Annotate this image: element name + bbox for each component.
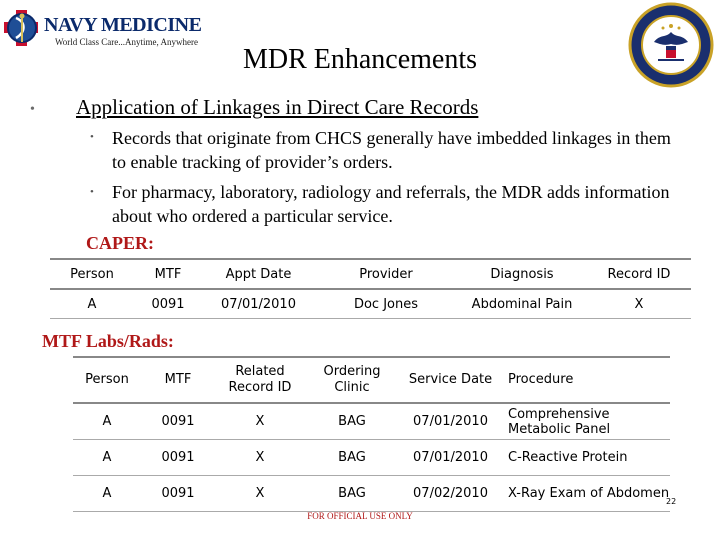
column-header: Person <box>73 357 141 403</box>
table-row <box>73 403 670 440</box>
table-cell: BAG <box>305 403 399 440</box>
table-cell: X-Ray Exam of Abdomen <box>502 476 670 512</box>
column-header: MTF <box>141 357 215 403</box>
logo-subtitle: World Class Care...Anytime, Anywhere <box>55 37 198 47</box>
column-header: Procedure <box>502 357 670 403</box>
table-cell: BAG <box>305 440 399 476</box>
table-row <box>73 476 670 512</box>
table-cell: C-Reactive Protein <box>502 440 670 476</box>
table-row <box>73 440 670 476</box>
table-cell: Doc Jones <box>315 289 457 319</box>
column-header: Ordering Clinic <box>305 357 399 403</box>
table-cell: A <box>73 476 141 512</box>
table-cell: X <box>215 440 305 476</box>
sub-bullet-text: Records that originate from CHCS generally have imbedded linkages in them to enable tracking of provider’s orders. <box>112 128 671 172</box>
classification-footer: FOR OFFICIAL USE ONLY <box>307 511 413 521</box>
table-cell: 07/02/2010 <box>399 476 502 512</box>
mtf-labs-rads-table <box>73 356 670 512</box>
table-cell: 07/01/2010 <box>202 289 315 319</box>
table-cell: A <box>73 440 141 476</box>
bullet-icon: • <box>90 131 94 143</box>
bullet-icon: • <box>30 102 35 117</box>
sub-bullet-text: For pharmacy, laboratory, radiology and referrals, the MDR adds information about who ordered a particular service. <box>112 182 670 226</box>
page-number: 22 <box>666 497 677 506</box>
table-cell: BAG <box>305 476 399 512</box>
table-cell: 0091 <box>134 289 202 319</box>
caper-table <box>50 258 691 319</box>
column-header: MTF <box>134 259 202 289</box>
mtf-labs-rads-label: MTF Labs/Rads: <box>42 331 174 351</box>
table-cell: X <box>215 476 305 512</box>
table-cell: A <box>50 289 134 319</box>
main-bullet-heading: Application of Linkages in Direct Care Records <box>76 95 479 119</box>
mtf-header-row <box>73 357 670 403</box>
column-header: Related Record ID <box>215 357 305 403</box>
caper-label: CAPER: <box>86 233 154 253</box>
page-title: MDR Enhancements <box>242 44 478 75</box>
column-header: Record ID <box>587 259 691 289</box>
logo-title: NAVY MEDICINE <box>44 14 202 36</box>
table-cell: X <box>215 403 305 440</box>
table-cell: X <box>587 289 691 319</box>
bullet-icon: • <box>90 186 94 198</box>
table-cell: 0091 <box>141 403 215 440</box>
table-cell: 0091 <box>141 440 215 476</box>
table-cell: 07/01/2010 <box>399 403 502 440</box>
column-header: Diagnosis <box>457 259 587 289</box>
caper-header-row <box>50 259 691 289</box>
table-cell: Abdominal Pain <box>457 289 587 319</box>
column-header: Provider <box>315 259 457 289</box>
table-cell: 07/01/2010 <box>399 440 502 476</box>
table-cell: Comprehensive Metabolic Panel <box>502 403 670 440</box>
table-cell: A <box>73 403 141 440</box>
table-row <box>50 289 691 319</box>
table-cell: 0091 <box>141 476 215 512</box>
column-header: Person <box>50 259 134 289</box>
column-header: Service Date <box>399 357 502 403</box>
column-header: Appt Date <box>202 259 315 289</box>
